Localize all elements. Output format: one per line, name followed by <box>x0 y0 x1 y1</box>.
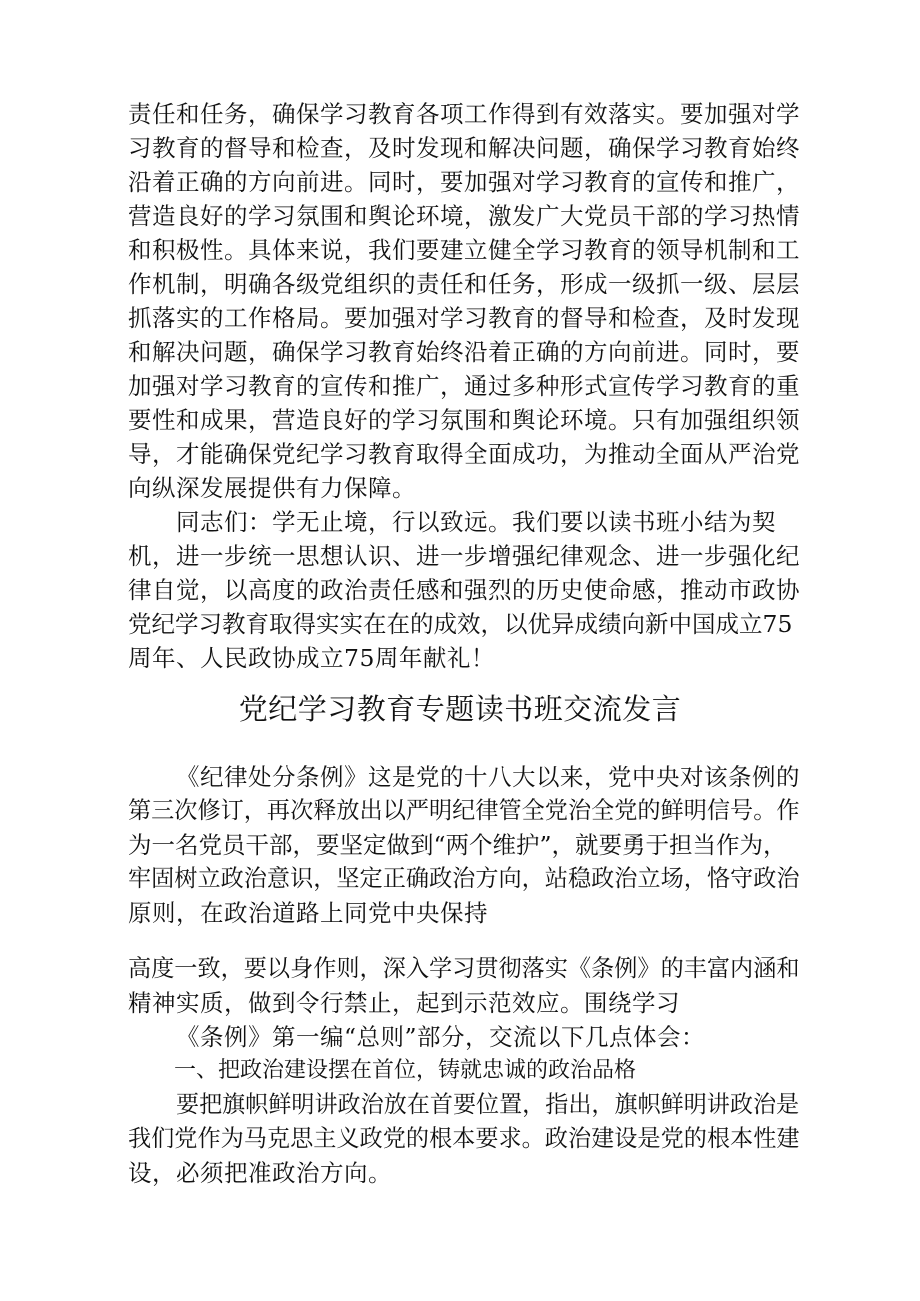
paragraph-line: 设，必须把准政治方向。 <box>128 1159 392 1187</box>
paragraph-line: 精神实质，做到令行禁止，起到示范效应。围绕学习 <box>128 989 680 1017</box>
paragraph-line: 加强对学习教育的宣传和推广，通过多种形式宣传学习教育的重 <box>128 372 800 400</box>
paragraph-line: 沿着正确的方向前进。同时，要加强对学习教育的宣传和推广， <box>128 168 800 196</box>
document-title: 党纪学习教育专题读书班交流发言 <box>238 692 682 726</box>
paragraph-line: 周年、人民政协成立75周年献礼！ <box>128 644 495 672</box>
paragraph-line: 党纪学习教育取得实实在在的成效，以优异成绩向新中国成立75 <box>128 610 793 638</box>
paragraph-line: 作机制，明确各级党组织的责任和任务，形成一级抓一级、层层 <box>128 270 800 298</box>
paragraph-line: 为一名党员干部，要坚定做到“两个维护”，就要勇于担当作为， <box>128 831 787 859</box>
paragraph-line: 和解决问题，确保学习教育始终沿着正确的方向前进。同时，要 <box>128 338 800 366</box>
paragraph-line: 原则，在政治道路上同党中央保持 <box>128 899 488 927</box>
paragraph-line: 导，才能确保党纪学习教育取得全面成功，为推动全面从严治党 <box>128 440 800 468</box>
paragraph-line: 和积极性。具体来说，我们要建立健全学习教育的领导机制和工 <box>128 236 800 264</box>
paragraph-line: 要性和成果，营造良好的学习氛围和舆论环境。只有加强组织领 <box>128 406 800 434</box>
paragraph-line: 向纵深发展提供有力保障。 <box>128 474 416 502</box>
paragraph-line: 我们党作为马克思主义政党的根本要求。政治建设是党的根本性建 <box>128 1126 800 1152</box>
paragraph-line: 机，进一步统一思想认识、进一步增强纪律观念、进一步强化纪 <box>128 542 800 570</box>
paragraph-line: 高度一致，要以身作则，深入学习贯彻落实《条例》的丰富内涵和 <box>128 956 800 982</box>
paragraph-line: 习教育的督导和检查，及时发现和解决问题，确保学习教育始终 <box>128 134 800 162</box>
section-heading: 一、把政治建设摆在首位，铸就忠诚的政治品格 <box>174 1058 637 1083</box>
paragraph-line: 牢固树立政治意识，坚定正确政治方向，站稳政治立场，恪守政治 <box>128 866 800 892</box>
paragraph-line: 要把旗帜鲜明讲政治放在首要位置，指出，旗帜鲜明讲政治是 <box>176 1092 800 1118</box>
paragraph-line: 《纪律处分条例》这是党的十八大以来，党中央对该条例的 <box>176 763 800 791</box>
paragraph-line: 营造良好的学习氛围和舆论环境，激发广大党员干部的学习热情 <box>128 202 800 230</box>
paragraph-line: 责任和任务，确保学习教育各项工作得到有效落实。要加强对学 <box>128 100 800 128</box>
paragraph-line: 《条例》第一编“总则”部分，交流以下几点体会： <box>176 1023 706 1051</box>
paragraph-line: 第三次修订，再次释放出以严明纪律管全党治全党的鲜明信号。作 <box>128 798 800 824</box>
paragraph-line: 抓落实的工作格局。要加强对学习教育的督导和检查，及时发现 <box>128 304 800 332</box>
paragraph-line: 律自觉，以高度的政治责任感和强烈的历史使命感，推动市政协 <box>128 576 800 604</box>
paragraph-line: 同志们：学无止境，行以致远。我们要以读书班小结为契 <box>176 508 776 536</box>
